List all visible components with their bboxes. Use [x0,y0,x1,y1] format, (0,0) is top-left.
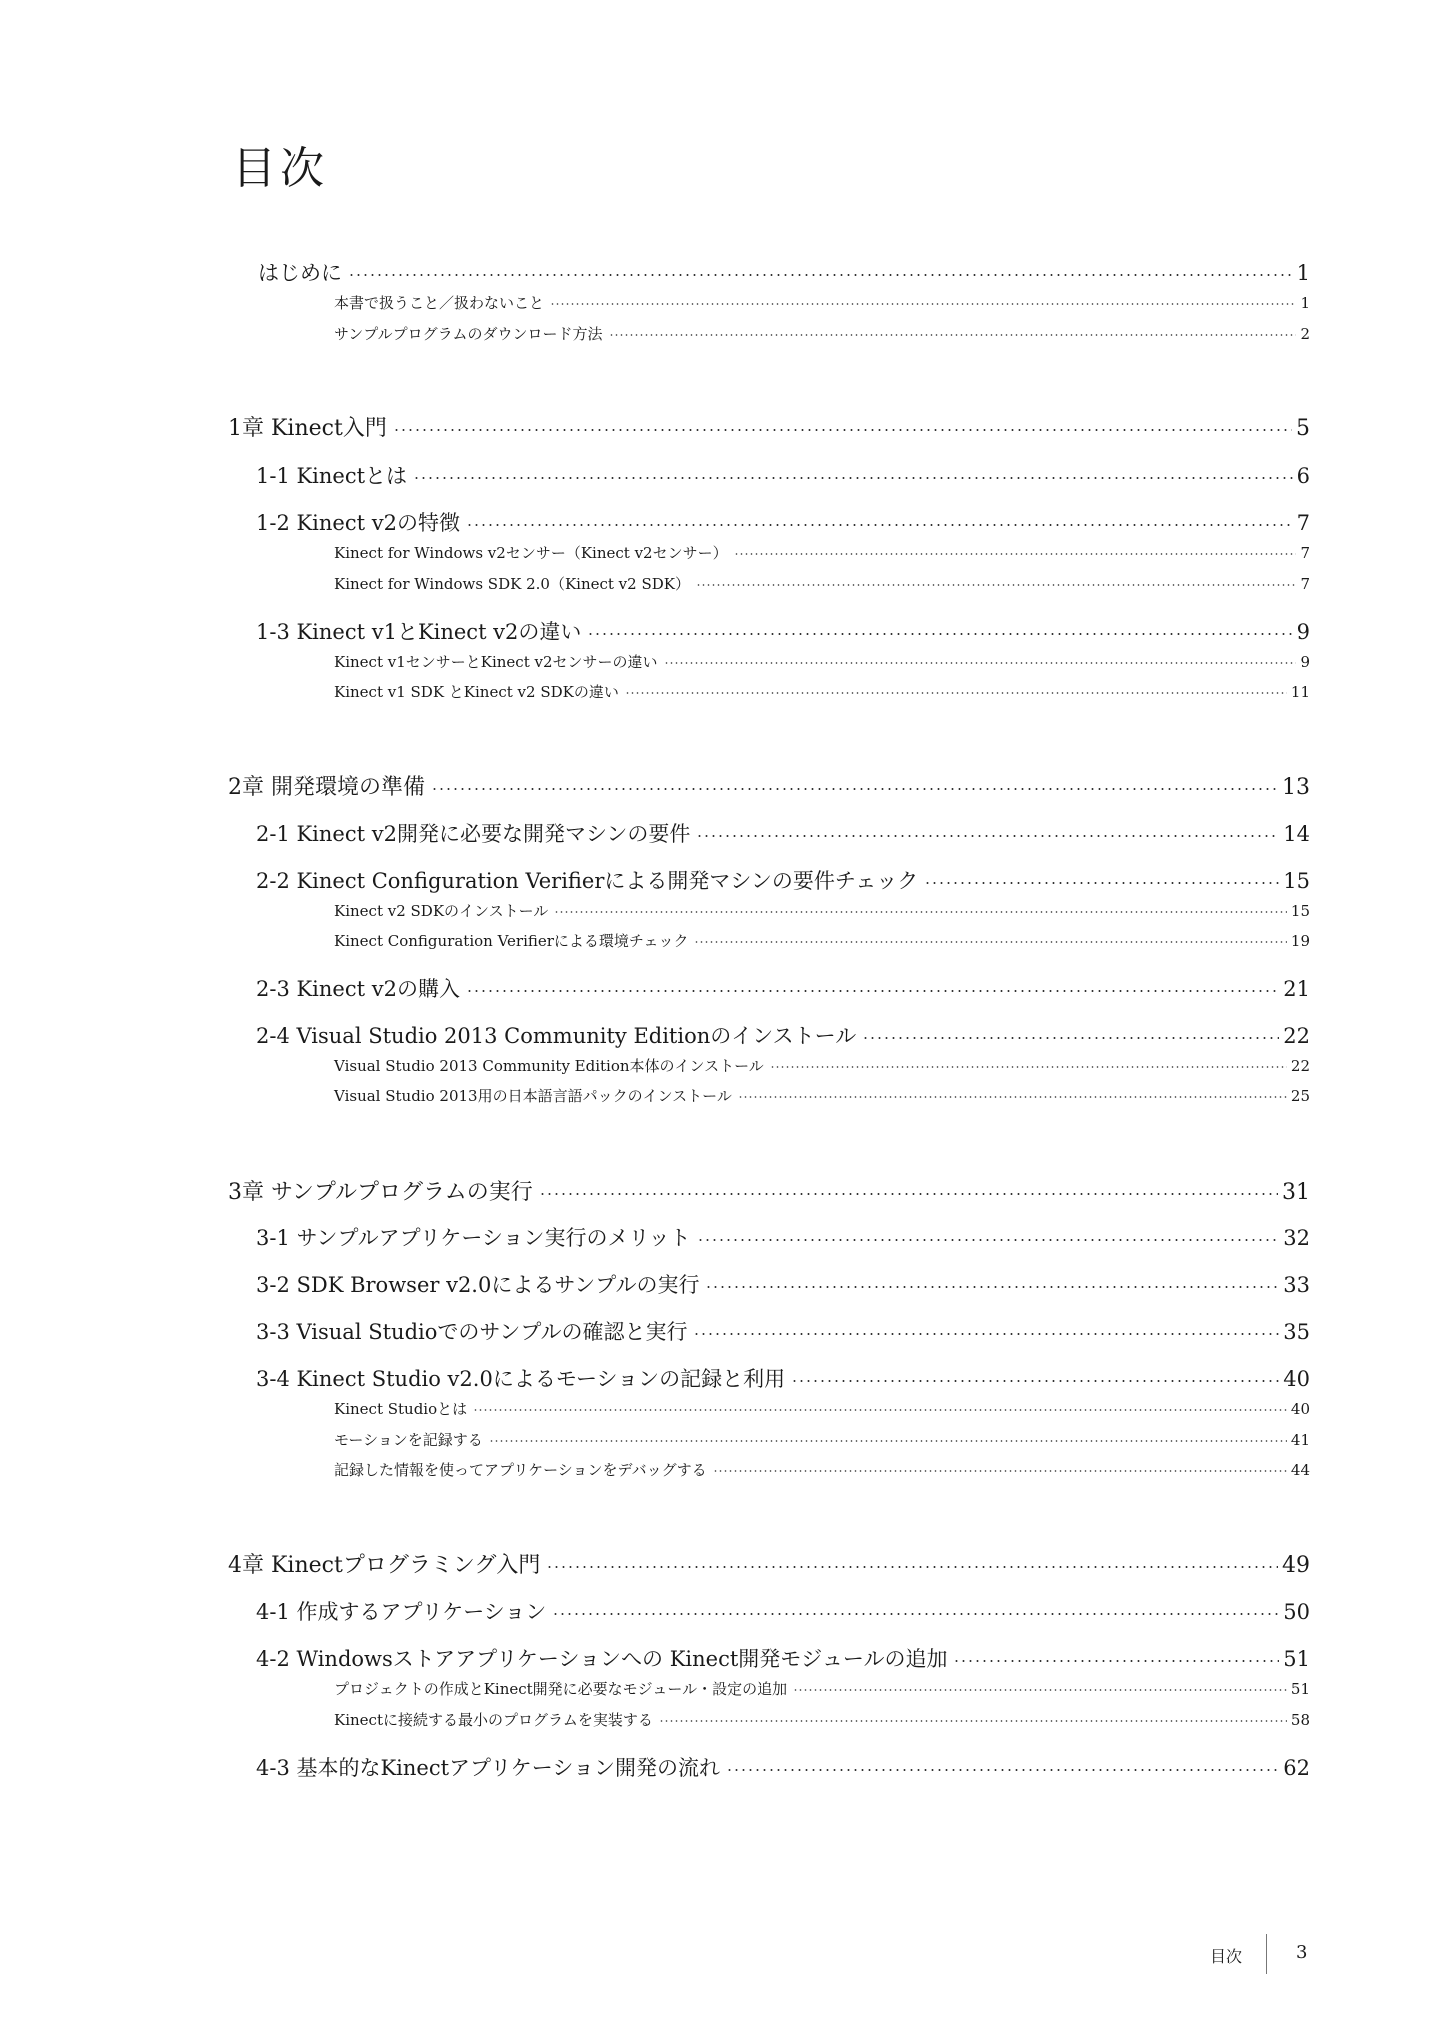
dot-leader [726,1754,1279,1775]
toc-entry-title: 3-3 Visual Studioでのサンプルの確認と実行 [256,1320,688,1344]
toc-entry-title: 1-2 Kinect v2の特徴 [256,511,460,535]
page-title: 目次 [232,143,328,195]
toc-subsection-entry[interactable] [334,651,1310,673]
toc-section-entry[interactable] [256,1316,1310,1346]
dot-leader [705,1271,1279,1292]
toc-subsection-entry[interactable] [334,930,1310,952]
dot-leader [693,1318,1279,1339]
toc-section-entry[interactable] [256,616,1310,646]
toc-entry-title: Kinect for Windows SDK 2.0（Kinect v2 SDK） [334,575,690,593]
toc-section-entry[interactable] [256,1269,1310,1299]
toc-entry-title: Kinect v2 SDKのインストール [334,902,549,920]
toc-subsection-entry[interactable] [334,1429,1310,1451]
dot-leader [546,1550,1278,1572]
toc-section-entry[interactable] [256,973,1310,1003]
dot-leader [473,1399,1287,1414]
toc-page-number: 35 [1283,1320,1310,1344]
toc-entry-title: プロジェクトの作成とKinect開発に必要なモジュール・設定の追加 [334,1680,788,1698]
toc-entry-title: 1-1 Kinectとは [256,464,408,488]
toc-entry-title: 3-2 SDK Browser v2.0によるサンプルの実行 [256,1273,700,1297]
toc-page-number: 40 [1283,1367,1310,1391]
toc-entry-title: 1-3 Kinect v1とKinect v2の違い [256,620,582,644]
toc-entry-title: 4-1 作成するアプリケーション [256,1600,547,1624]
dot-leader [738,1086,1287,1101]
toc-page-number: 1 [1300,294,1310,312]
toc-section-entry[interactable] [256,1363,1310,1393]
toc-entry-title: 本書で扱うこと／扱わないこと [334,294,545,312]
toc-section-entry[interactable] [256,1222,1310,1252]
toc-entry-title: 3-1 サンプルアプリケーション実行のメリット [256,1226,691,1250]
toc-page-number: 31 [1282,1180,1310,1205]
toc-page-number: 7 [1300,575,1310,593]
toc-page-number: 9 [1296,620,1310,644]
dot-leader [862,1022,1279,1043]
toc-page-number: 25 [1290,1087,1310,1105]
dot-leader [466,975,1279,996]
toc-chapter-entry[interactable] [228,411,1310,441]
dot-leader [696,820,1279,841]
toc-page-number: 40 [1290,1400,1310,1418]
toc-entry-title: 3-4 Kinect Studio v2.0によるモーションの記録と利用 [256,1367,786,1391]
dot-leader [550,293,1296,308]
dot-leader [770,1056,1287,1071]
dot-leader [587,618,1292,639]
toc-page-number: 49 [1282,1553,1310,1578]
toc-section-entry[interactable] [258,257,1310,287]
toc-page-number: 5 [1296,416,1310,441]
toc-subsection-entry[interactable] [334,323,1310,345]
toc-entry-title: Visual Studio 2013用の日本語言語パックのインストール [334,1087,732,1105]
toc-page-number: 15 [1283,869,1310,893]
toc-entry-title: 1章 Kinect入門 [228,416,387,441]
dot-leader [466,509,1293,530]
dot-leader [393,413,1292,435]
toc-page-number: 9 [1300,653,1310,671]
toc-entry-title: 記録した情報を使ってアプリケーションをデバッグする [334,1461,707,1479]
toc-subsection-entry[interactable] [334,542,1310,564]
toc-chapter-entry[interactable] [228,770,1310,800]
toc-entry-title: モーションを記録する [334,1431,483,1449]
toc-page-number: 51 [1290,1680,1310,1698]
toc-page-number: 21 [1283,977,1310,1001]
toc-page-number: 6 [1296,464,1310,488]
toc-page-number: 7 [1300,544,1310,562]
dot-leader [348,259,1293,280]
toc-section-entry[interactable] [256,865,1310,895]
toc-section-entry[interactable] [256,1596,1310,1626]
toc-page-number: 19 [1290,932,1310,950]
dot-leader [924,867,1279,888]
toc-entry-title: 4-2 Windowsストアアプリケーションへの Kinect開発モジュールの追加 [256,1647,948,1671]
toc-page-number: 11 [1290,683,1310,701]
toc-page-number: 62 [1283,1756,1310,1780]
toc-section-entry[interactable] [256,507,1310,537]
dot-leader [552,1598,1279,1619]
toc-entry-title: 2-1 Kinect v2開発に必要な開発マシンの要件 [256,822,691,846]
footer-divider [1266,1934,1267,1974]
toc-subsection-entry[interactable] [334,292,1310,314]
toc-chapter-entry[interactable] [228,1548,1310,1578]
dot-leader [539,1177,1278,1199]
dot-leader [713,1460,1287,1475]
footer-section-label: 目次 [1210,1947,1243,1966]
dot-leader [431,772,1278,794]
dot-leader [791,1365,1279,1386]
toc-subsection-entry[interactable] [334,573,1310,595]
toc-entry-title: Kinectに接続する最小のプログラムを実装する [334,1711,653,1729]
toc-entry-title: 2章 開発環境の準備 [228,775,425,800]
toc-page-number: 41 [1290,1431,1310,1449]
toc-subsection-entry[interactable] [334,1459,1310,1481]
toc-page-number: 22 [1290,1057,1310,1075]
toc-entry-title: Kinect v1センサーとKinect v2センサーの違い [334,653,658,671]
toc-entry-title: Kinect Configuration Verifierによる環境チェック [334,932,689,950]
toc-section-entry[interactable] [256,1643,1310,1673]
footer-page-number: 3 [1296,1942,1308,1963]
toc-page-number: 51 [1283,1647,1310,1671]
toc-entry-title: 2-4 Visual Studio 2013 Community Editionのインストール [256,1024,857,1048]
toc-entry-title: 2-2 Kinect Configuration Verifierによる開発マシンの要件チェック [256,869,919,893]
toc-page-number: 14 [1283,822,1310,846]
toc-subsection-entry[interactable] [334,1398,1310,1420]
toc-subsection-entry[interactable] [334,1055,1310,1077]
toc-page-number: 32 [1283,1226,1310,1250]
toc-page-number: 15 [1290,902,1310,920]
toc-page-number: 13 [1282,775,1310,800]
toc-subsection-entry[interactable] [334,1678,1310,1700]
toc-section-entry[interactable] [256,460,1310,490]
dot-leader [664,652,1297,667]
toc-entry-title: Visual Studio 2013 Community Edition本体のインストール [334,1057,764,1075]
dot-leader [953,1645,1279,1666]
toc-subsection-entry[interactable] [334,1709,1310,1731]
dot-leader [659,1710,1287,1725]
dot-leader [697,1224,1280,1245]
toc-subsection-entry[interactable] [334,681,1310,703]
dot-leader [734,543,1297,558]
dot-leader [694,931,1286,946]
dot-leader [489,1430,1287,1445]
toc-subsection-entry[interactable] [334,900,1310,922]
dot-leader [609,324,1297,339]
toc-entry-title: Kinect Studioとは [334,1400,468,1418]
dot-leader [413,462,1293,483]
toc-page-number: 58 [1290,1711,1310,1729]
dot-leader [625,682,1287,697]
toc-entry-title: サンプルプログラムのダウンロード方法 [334,325,603,343]
toc-subsection-entry[interactable] [334,1085,1310,1107]
toc-page-number: 1 [1296,261,1310,285]
toc-section-entry[interactable] [256,1752,1310,1782]
toc-entry-title: 2-3 Kinect v2の購入 [256,977,460,1001]
toc-chapter-entry[interactable] [228,1175,1310,1205]
toc-page-number: 22 [1283,1024,1310,1048]
toc-page-number: 50 [1283,1600,1310,1624]
toc-page-number: 7 [1296,511,1310,535]
toc-entry-title: Kinect v1 SDK とKinect v2 SDKの違い [334,683,619,701]
toc-entry-title: 3章 サンプルプログラムの実行 [228,1180,533,1205]
toc-section-entry[interactable] [256,1020,1310,1050]
toc-page-number: 33 [1283,1273,1310,1297]
toc-entry-title: Kinect for Windows v2センサー（Kinect v2センサー） [334,544,728,562]
toc-entry-title: 4-3 基本的なKinectアプリケーション開発の流れ [256,1756,720,1780]
toc-entry-title: はじめに [258,261,342,285]
toc-section-entry[interactable] [256,818,1310,848]
toc-page-number: 44 [1290,1461,1310,1479]
dot-leader [554,901,1287,916]
dot-leader [793,1679,1287,1694]
dot-leader [696,574,1296,589]
toc-entry-title: 4章 Kinectプログラミング入門 [228,1553,541,1578]
toc-page-number: 2 [1300,325,1310,343]
